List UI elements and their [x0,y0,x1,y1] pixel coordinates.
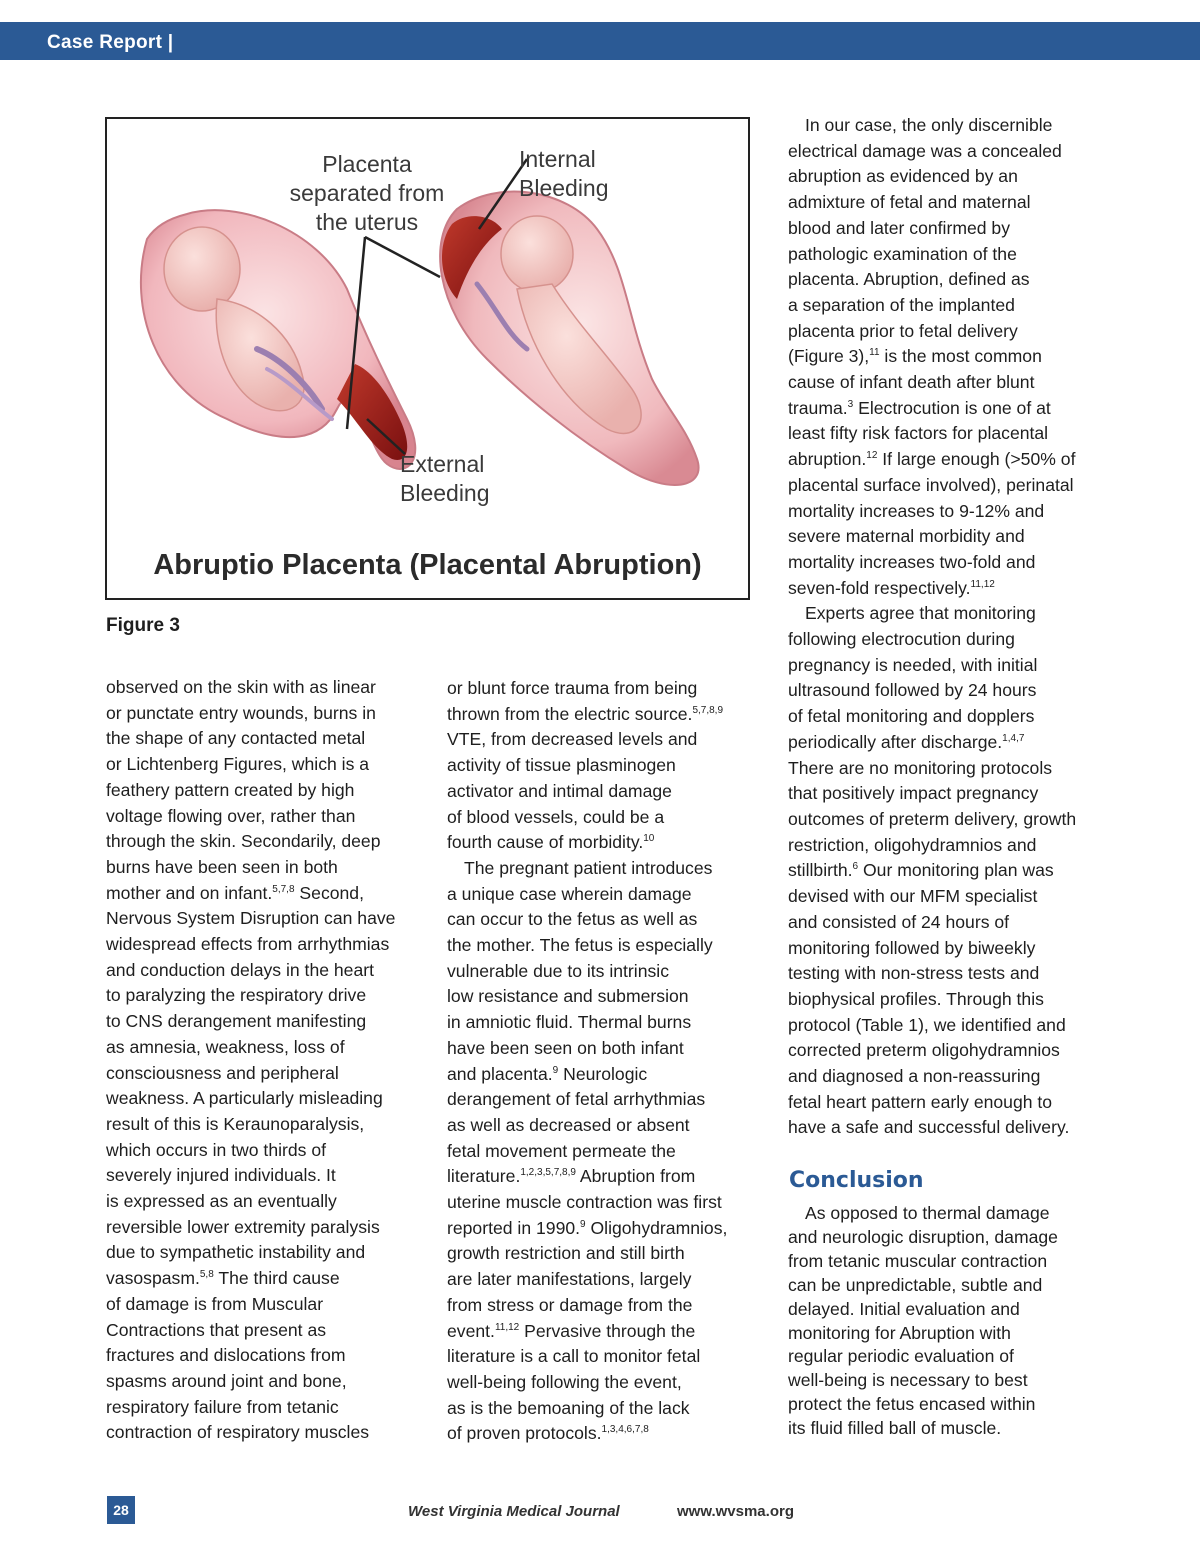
journal-name: West Virginia Medical Journal [408,1503,620,1520]
citation: 5,7,8,9 [692,704,724,716]
citation: 11 [869,347,880,359]
figure-title: Abruptio Placenta (Placental Abruption) [153,549,702,581]
page-number: 28 [107,1496,135,1524]
citation: 1,2,3,5,7,8,9 [520,1167,576,1179]
body-column-1: observed on the skin with as linear or punctate entry wounds, burns in the shape of any contacted metal or Lichtenberg Figures, which is a feathery pattern created by high voltage flowing over, rather than through the skin. Secondarily, deep burns have been seen in both mother and on infant.$^{5,7,8}$ Second, Nervous System Disruption can have widespread effects from arrhythmias and conduction delays in the heart to paralyzing the respiratory drive to CNS derangement manifesting as amnesia, weakness, loss of consciousness and peripheral weakness. A particularly misleading result of this is Keraunoparalysis, which occurs in two thirds of severely injured individuals. It is expressed as an eventually reversible lower extremity paralysis due to sympathetic instability and vasospasm.$^{5,8}$ The third cause of damage is from Muscular Contractions that present as fractures and dislocations from spasms around joint and bone, respiratory failure from tetanic contraction of respiratory muscles [106,677,396,1443]
body-column-3: In our case, the only discernible electrical damage was a concealed abruption as evidenced by an admixture of fetal and maternal blood and later confirmed by pathologic examination of the placenta. Abruption, defined as a separation of the implanted placenta prior to fetal delivery (Figure 3),$^{11}$ is the most common cause of infant death after blunt trauma.$^3$ Electrocution is one of at least fifty risk factors for placental abruption.$^{12}$ If large enough (>50% of placental surface involved), perinatal mortality increases to 9-12% and severe maternal morbidity and mortality increases two-fold and seven-fold respectively.$^{11,12}$ Experts agree that monitoring following electrocution during pregnancy is needed, with initial ultrasound followed by 24 hours of fetal monitoring and dopplers periodically after discharge.$^{1,4,7}$ There are no monitoring protocols that positively impact pregnancy outcomes of preterm delivery, growth restriction, oligohydramnios and stillbirth.$^6$ Our monitoring plan was devised with our MFM specialist and consisted of 24 hours of monitoring followed by biweekly testing with non-stress tests and biophysical profiles. Through this protocol (Table 1), we identified and corrected preterm oligohydramnios and diagnosed a non-reassuring fetal heart pattern early enough to have a safe and successful delivery. [788,115,1077,1138]
section-label: Case Report | [47,32,174,53]
citation: 1,3,4,6,7,8 [601,1424,649,1436]
conclusion-heading: Conclusion [789,1168,924,1193]
citation: 3 [847,398,854,410]
citation: 5,8 [199,1269,214,1281]
left-uterus [141,210,415,469]
body-column-2: or blunt force trauma from being thrown from the electric source.$^{5,7,8,9}$ VTE, from decreased levels and activity of tissue plasminogen activator and intimal damage of blood vessels, could be a fourth cause of morbidity.$^{10}$ The pregnant patient introduces a unique case wherein damage can occur to the fetus as well as the mother. The fetus is especially vulnerable due to its intrinsic low resistance and submersion in amniotic fluid. Thermal burns have been seen on both infant and placenta.$^9$ Neurologic derangement of fetal arrhythmias as well as decreased or absent fetal movement permeate the literature.$^{1,2,3,5,7,8,9}$ Abruption from uterine muscle contraction was first reported in 1990.$^9$ Oligohydramnios, growth restriction and still birth are later manifestations, largely from stress or damage from the event.$^{11,12}$ Pervasive through the literature is a call to monitor fetal well-being following the event, as is the bemoaning of the lack of proven protocols.$^{1,3,4,6,7,8}$ [447,678,728,1444]
citation: 11,12 [494,1321,520,1333]
citation: 9 [552,1064,559,1076]
label-external-bleeding: External Bleeding [400,451,490,506]
header-bar [0,22,1200,60]
citation: 10 [643,833,655,845]
figure-caption: Figure 3 [106,615,180,636]
right-uterus [440,192,698,485]
citation: 11,12 [970,578,995,590]
label-placenta-separated: Placenta separated from the uterus [289,151,445,235]
citation: 5,7,8 [272,883,295,895]
citation: 6 [852,861,859,873]
conclusion-body: As opposed to thermal damage and neurologic disruption, damage from tetanic muscular contraction can be unpredictable, subtle and delayed. Initial evaluation and monitoring for Abruption with regular periodic evaluation of well-being is necessary to best protect the fetus encased within its fluid filled ball of muscle. [788,1203,1058,1439]
label-internal-bleeding: Internal Bleeding [519,146,609,201]
figure-3 [105,117,750,600]
citation: 12 [866,450,878,462]
citation: 1,4,7 [1002,732,1025,744]
journal-url[interactable]: www.wvsma.org [677,1503,794,1520]
citation: 9 [580,1218,586,1230]
